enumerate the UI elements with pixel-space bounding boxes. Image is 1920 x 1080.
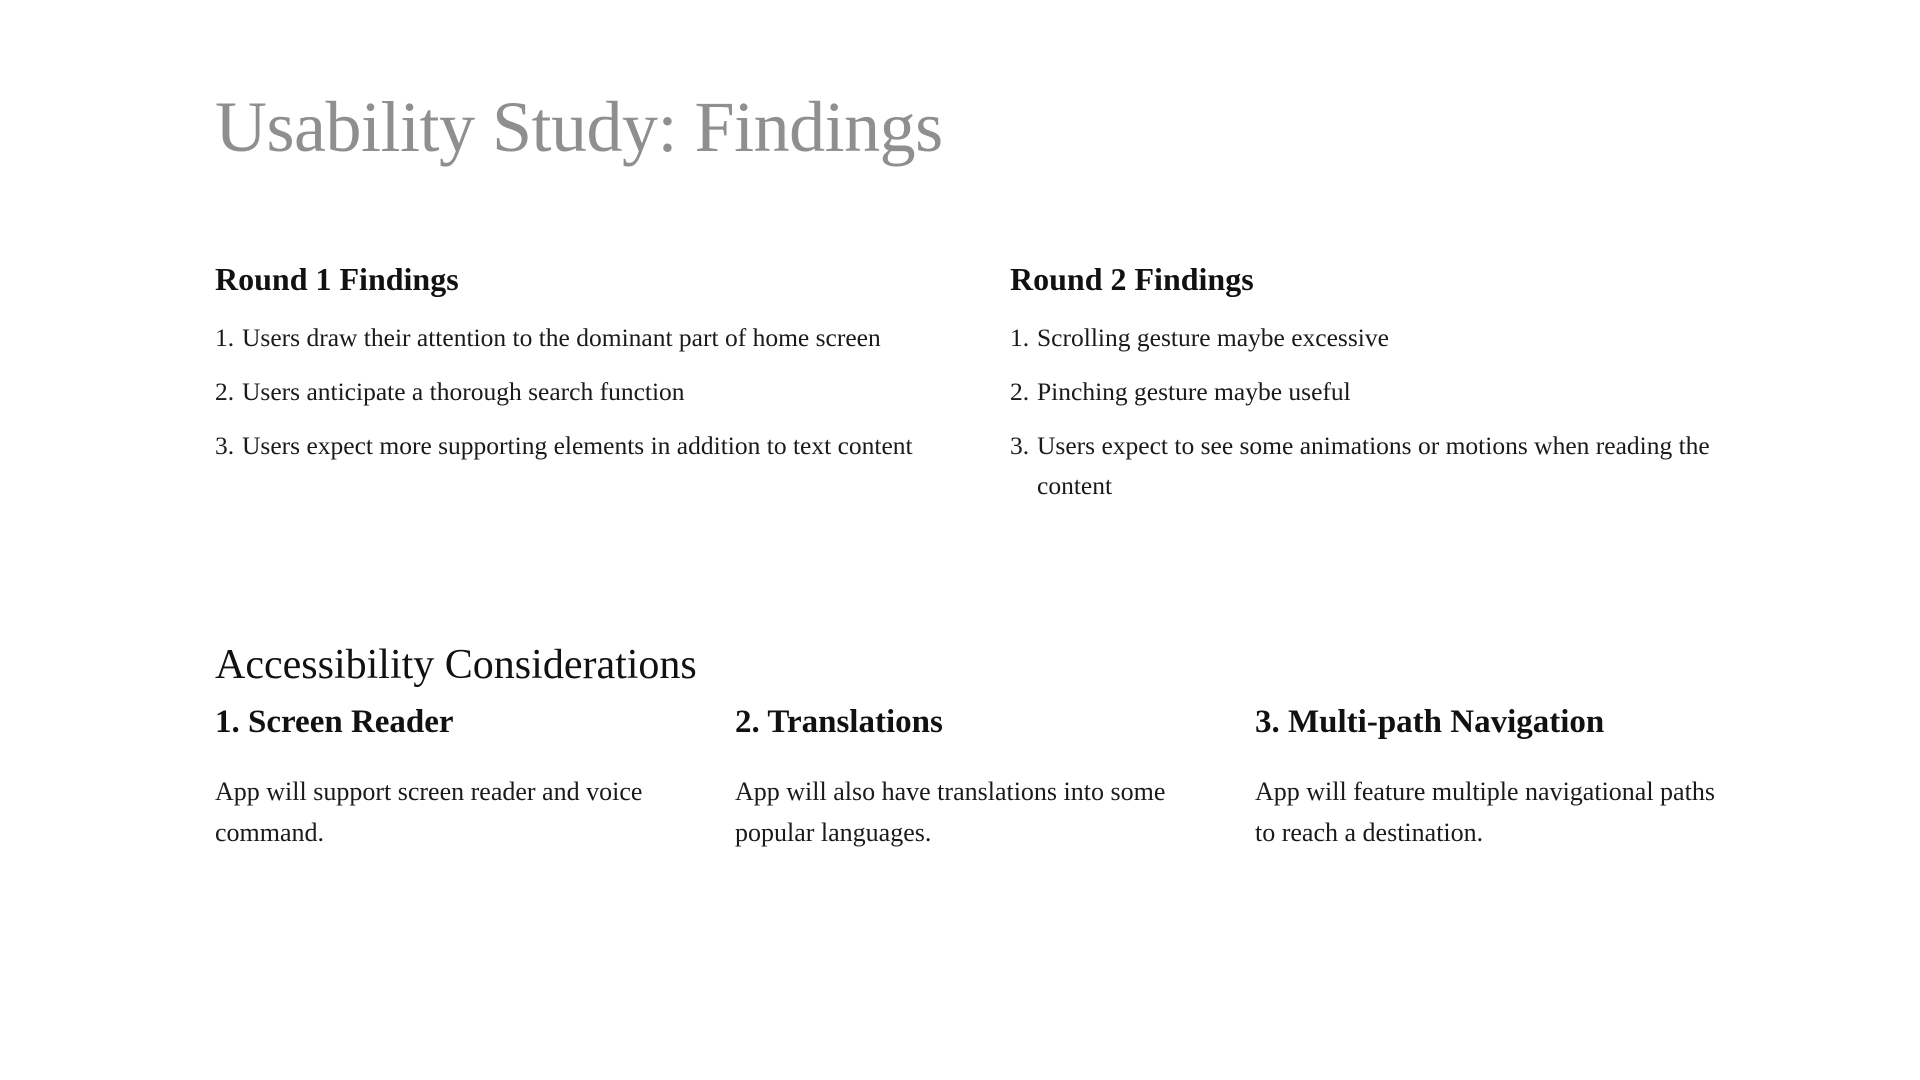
list-item xyxy=(215,318,945,358)
round-2-findings xyxy=(1010,260,1720,520)
list-item xyxy=(215,426,945,466)
list-item xyxy=(215,372,945,412)
accessibility-heading: Accessibility Considerations xyxy=(215,642,697,688)
list-item-text: Users draw their attention to the dominant part of home screen xyxy=(242,323,881,353)
list-item-text: Users anticipate a thorough search function xyxy=(242,377,685,407)
consideration-screen-reader xyxy=(215,703,685,853)
round-1-heading: Round 1 Findings xyxy=(215,261,459,297)
consideration-body: App will feature multiple navigational paths to reach a destination. xyxy=(1255,776,1715,847)
list-item-text: Users expect to see some animations or motions when reading the content xyxy=(1037,431,1710,501)
list-item xyxy=(1010,372,1720,412)
consideration-title: 3. Multi-path Navigation xyxy=(1255,704,1605,740)
list-item-number: 1. xyxy=(1010,323,1030,353)
page-title: Usability Study: Findings xyxy=(215,87,943,167)
consideration-translations xyxy=(735,703,1205,853)
list-item-number: 3. xyxy=(1010,431,1030,461)
consideration-title: 1. Screen Reader xyxy=(215,704,454,740)
consideration-multi-path-navigation xyxy=(1255,703,1725,853)
round-2-list xyxy=(1010,318,1720,506)
round-1-list xyxy=(215,318,945,466)
list-item-number: 2. xyxy=(215,377,235,407)
list-item xyxy=(1010,426,1720,506)
list-item-text: Scrolling gesture maybe excessive xyxy=(1037,323,1389,353)
list-item-number: 3. xyxy=(215,431,235,461)
consideration-body: App will support screen reader and voice command. xyxy=(215,776,643,847)
consideration-title: 2. Translations xyxy=(735,704,943,740)
list-item-number: 1. xyxy=(215,323,235,353)
list-item-text: Users expect more supporting elements in addition to text content xyxy=(242,431,913,461)
round-2-heading: Round 2 Findings xyxy=(1010,261,1254,297)
list-item-number: 2. xyxy=(1010,377,1030,407)
list-item xyxy=(1010,318,1720,358)
list-item-text: Pinching gesture maybe useful xyxy=(1037,377,1351,407)
round-1-findings xyxy=(215,260,945,480)
consideration-body: App will also have translations into some popular languages. xyxy=(735,776,1166,847)
